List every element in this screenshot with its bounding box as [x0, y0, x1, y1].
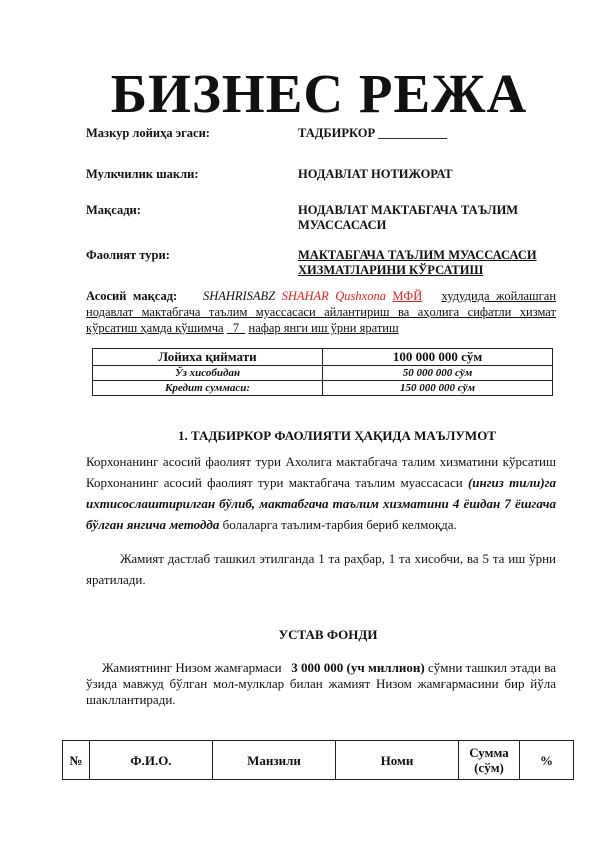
goal-text-2: нафар янги иш ўрни яратиш — [248, 321, 399, 335]
table-row — [93, 366, 553, 381]
paragraph-text: болаларга таълим-тарбия бериб келмоқда. — [222, 517, 457, 532]
paragraph-text: Жамиятнинг Низом жамғармаси — [102, 660, 282, 675]
project-cost-table — [92, 348, 553, 396]
goal-city: SHAHRISABZ — [202, 289, 276, 303]
goal-shahar: SHAHAR — [281, 289, 329, 303]
goal-text-1: худудида жойлашган нодавлат мактабгача таълим муассасаси айлантириш ва аҳолига сифатли хизмат кўрсатиш ҳамда қўшимча — [86, 289, 557, 335]
field-label: Мақсади: — [86, 203, 141, 217]
field-value: НОДАВЛАТ МАКТАБГАЧА ТАЪЛИМ МУАССАСАСИ — [298, 203, 519, 232]
table-header-row — [63, 741, 574, 780]
table-header-cell: Манзили — [213, 741, 336, 780]
field-label: Мазкур лойиҳа эгаси: — [86, 126, 210, 140]
field-label: Фаолият тури: — [86, 248, 170, 262]
paragraph-text: Корхонанинг асосий фаолият тури Ахолига мактабгача талим хизматини кўрсатиш Корхонанинг асосий фаолият тури мактабгача таълим муассасаси — [86, 454, 556, 490]
table-header-cell: № — [63, 741, 90, 780]
section-heading: 1. ТАДБИРКОР ФАОЛИЯТИ ҲАҚИДА МАЪЛУМОТ — [178, 428, 496, 443]
page-title: БИЗНЕС РЕЖА — [110, 63, 528, 124]
paragraph-emphasis: 3 000 000 (уч миллион) — [291, 660, 425, 675]
paragraph-text: сўмни ташкил этади ва ўзида мавжуд бўлган мол-мулклар билан жамият Низом жамғармасини бир йўла шакллантиради. — [86, 660, 556, 707]
table-header-cell: Ф.И.О. — [90, 741, 213, 780]
table-cell: 100 000 000 сўм — [323, 349, 553, 366]
table-cell: 50 000 000 сўм — [323, 366, 553, 381]
table-cell: Кредит суммаси: — [93, 381, 323, 396]
table-row — [93, 349, 553, 366]
goal-label: Асосий мақсад: — [86, 289, 178, 303]
field-value: ТАДБИРКОР ___________ — [298, 126, 447, 140]
goal-jobs-number: 7 — [232, 321, 240, 335]
table-header-cell: Номи — [336, 741, 459, 780]
main-goal-paragraph — [86, 288, 556, 336]
table-header-cell: Сумма (сўм) — [459, 741, 520, 780]
field-value: НОДАВЛАТ НОТИЖОРАТ — [298, 167, 453, 181]
paragraph — [86, 660, 556, 708]
goal-district: Qushxona — [335, 289, 386, 303]
table-header-cell: % — [520, 741, 574, 780]
founders-table — [62, 740, 574, 780]
table-row — [93, 381, 553, 396]
field-value: МАКТАБГАЧА ТАЪЛИМ МУАССАСАСИ ХИЗМАТЛАРИНИ КЎРСАТИШ — [298, 248, 537, 277]
table-cell: Лойиха қиймати — [93, 349, 323, 366]
section-heading: УСТАВ ФОНДИ — [278, 627, 378, 642]
paragraph-emphasis: (ингиз тили)га ихтисослаштирилган бўлиб, мактабгача таълим хизматини 4 ёшдан 7 ёшгача бўлган янгича методда — [86, 475, 556, 532]
goal-mfy: МФЙ — [392, 289, 423, 303]
table-cell: 150 000 000 сўм — [323, 381, 553, 396]
paragraph: Жамият дастлаб ташкил этилганда 1 та раҳбар, 1 та хисобчи, ва 5 та иш ўрни яратилади. — [86, 551, 556, 587]
field-label: Мулкчилик шакли: — [86, 167, 199, 181]
paragraph — [86, 451, 556, 535]
table-cell: Ўз хисобидан — [93, 366, 323, 381]
